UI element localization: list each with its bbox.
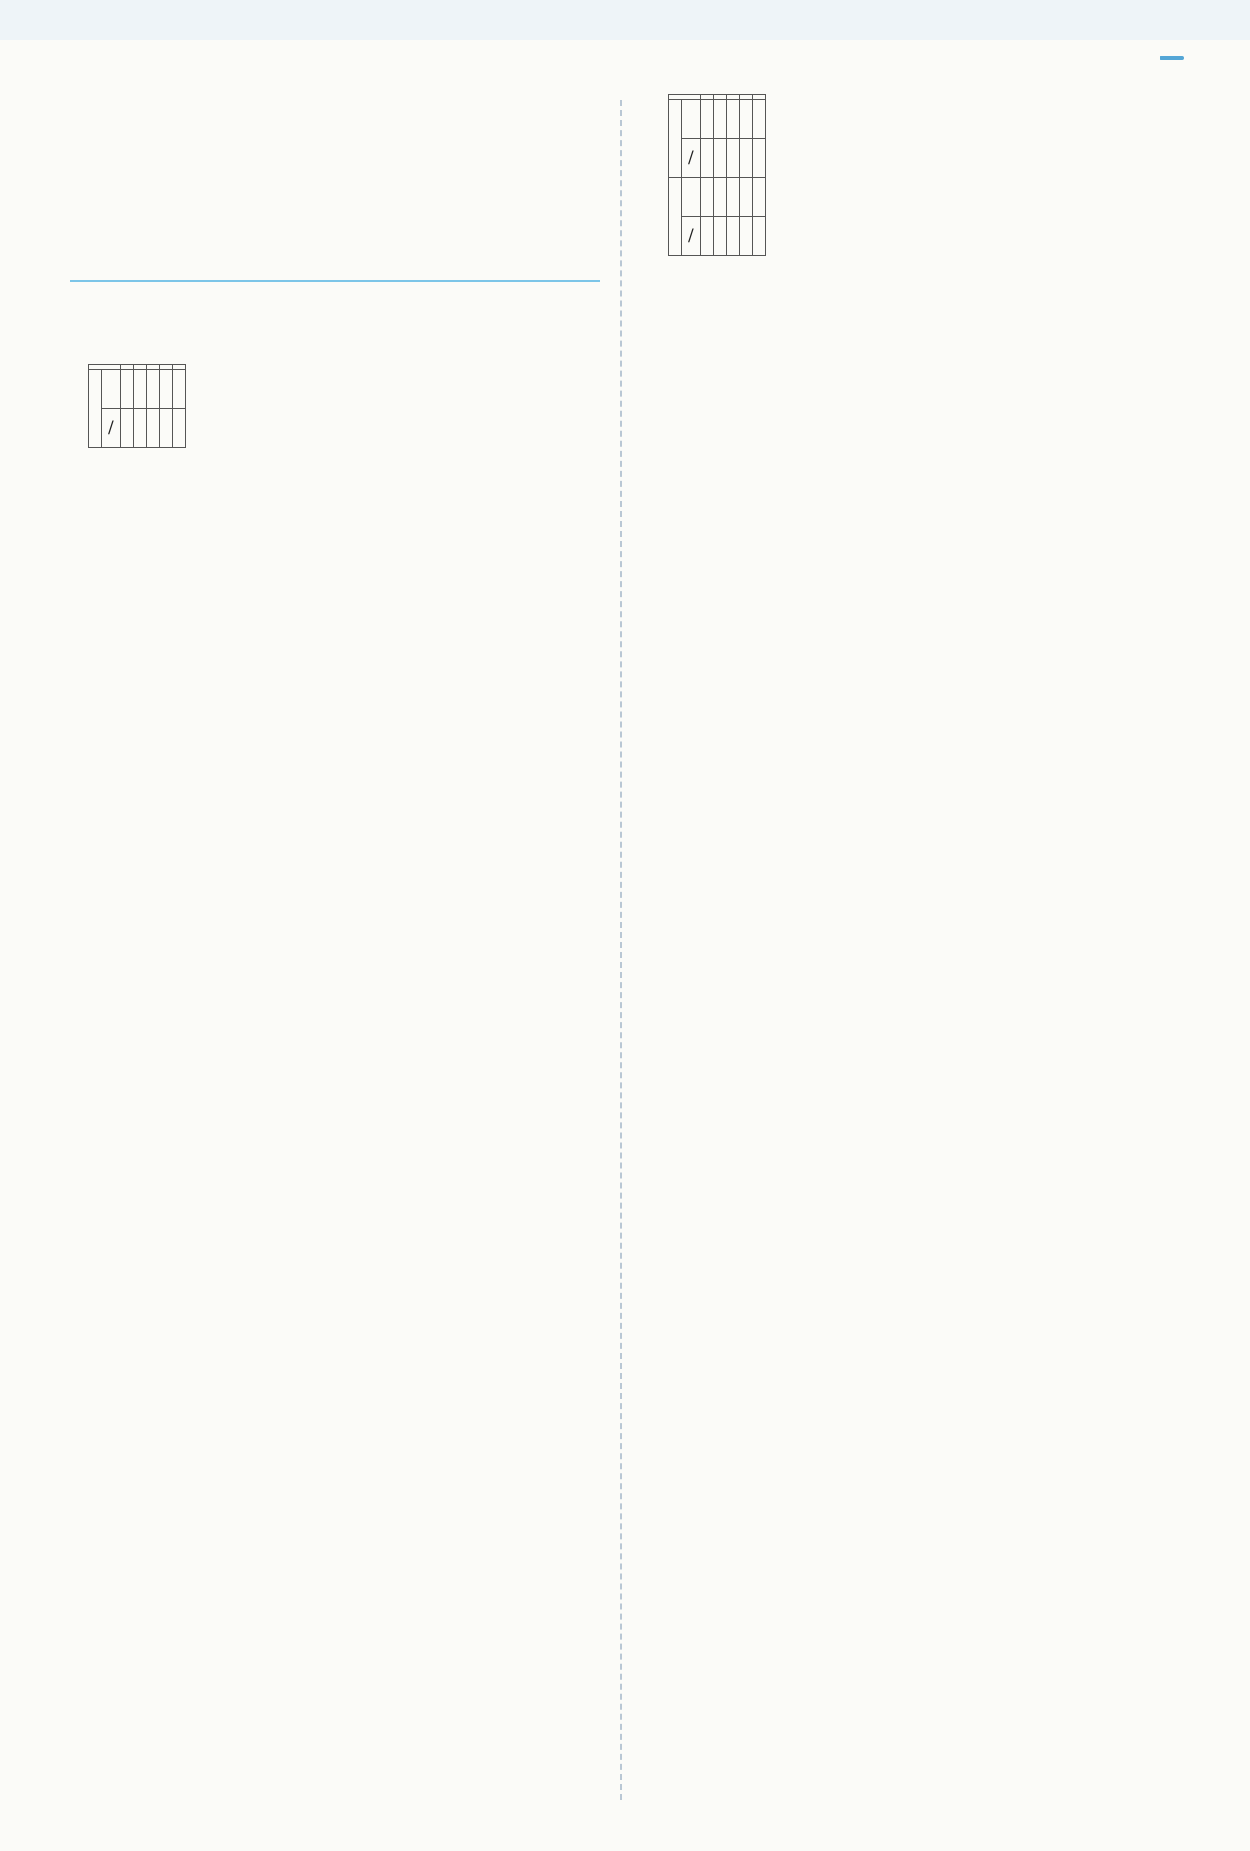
species-cell xyxy=(89,370,102,448)
value-cell xyxy=(713,139,726,178)
value-cell xyxy=(752,178,765,217)
row-label-cell xyxy=(102,370,121,409)
species-cell xyxy=(669,100,682,178)
left-column xyxy=(70,88,600,454)
value-cell xyxy=(700,139,713,178)
value-cell xyxy=(120,370,133,409)
header-band xyxy=(0,0,1250,40)
answer-5 xyxy=(70,156,600,190)
table-row xyxy=(669,178,766,217)
value-cell xyxy=(713,100,726,139)
column-divider xyxy=(620,100,622,1800)
value-cell xyxy=(726,178,739,217)
value-cell xyxy=(700,100,713,139)
value-cell xyxy=(726,139,739,178)
row-label-cell: / xyxy=(682,139,701,178)
value-cell xyxy=(172,409,185,448)
value-cell xyxy=(146,370,159,409)
value-cell xyxy=(726,217,739,256)
answer-3 xyxy=(70,88,600,122)
value-cell xyxy=(700,217,713,256)
n2o5-table xyxy=(88,364,186,448)
row-label-cell: / xyxy=(682,217,701,256)
right-column xyxy=(650,88,1178,262)
row-label-cell xyxy=(682,100,701,139)
value-cell xyxy=(700,178,713,217)
table-row xyxy=(89,370,186,409)
value-cell xyxy=(133,370,146,409)
value-cell xyxy=(146,409,159,448)
answer-6 xyxy=(70,190,600,224)
value-cell xyxy=(713,178,726,217)
value-cell xyxy=(120,409,133,448)
answer-1-intro xyxy=(70,324,600,358)
value-cell xyxy=(172,370,185,409)
table-row xyxy=(89,409,186,448)
value-cell xyxy=(739,139,752,178)
no2-o2-table xyxy=(668,94,766,256)
value-cell xyxy=(713,217,726,256)
answer-4 xyxy=(70,122,600,156)
value-cell xyxy=(159,370,172,409)
value-cell xyxy=(752,217,765,256)
answer-7 xyxy=(70,224,600,258)
species-cell xyxy=(669,178,682,256)
value-cell xyxy=(752,139,765,178)
value-cell xyxy=(133,409,146,448)
value-cell xyxy=(739,178,752,217)
value-cell xyxy=(159,409,172,448)
row-label-cell: / xyxy=(102,409,121,448)
table-row xyxy=(669,217,766,256)
row-label-cell xyxy=(682,178,701,217)
value-cell xyxy=(752,100,765,139)
value-cell xyxy=(739,217,752,256)
value-cell xyxy=(726,100,739,139)
table-row xyxy=(669,139,766,178)
value-cell xyxy=(739,100,752,139)
unit-title xyxy=(70,276,600,282)
answer-header-tag xyxy=(1160,56,1184,60)
table-row xyxy=(669,100,766,139)
